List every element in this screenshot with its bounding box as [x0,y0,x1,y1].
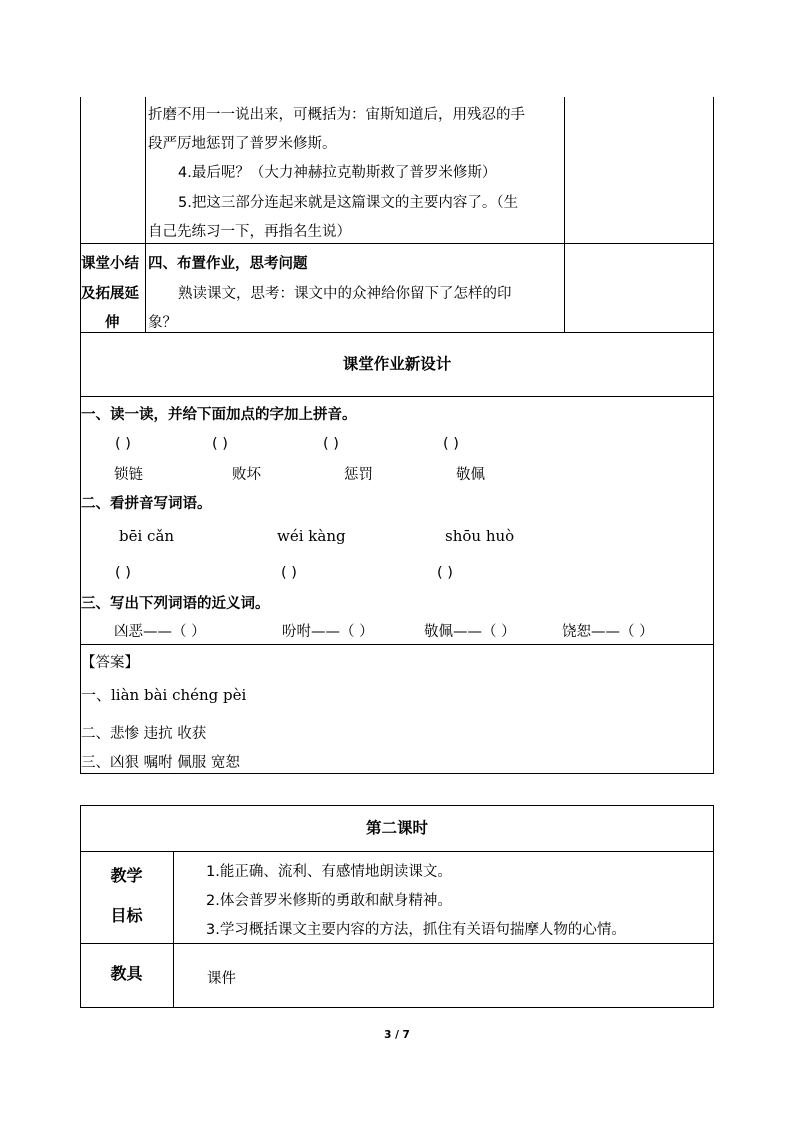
q3-item-2: 吩咐——（ ） [282,624,374,640]
tools-label: 教具 [110,964,143,983]
row1-line3: 4.最后呢？（大力神赫拉克勒斯救了普罗米修斯） [178,165,497,181]
homework-line2: 象？ [148,315,177,331]
q2-pinyin-1: bēi cǎn [119,527,175,545]
row1-line5: 自己先练习一下，再指名生说） [148,224,351,240]
summary-label-line2: 及拓展延 [81,286,139,302]
tools-value: 课件 [207,971,236,987]
q2-paren-1: ( ) [115,565,131,581]
goal-label-line1: 教学 [110,866,143,885]
q1-word-3: 惩罚 [344,467,373,483]
answers-label: 【答案】 [81,655,139,671]
answer-1: 一、liàn bài chéng pèi [81,686,247,704]
q1-paren-1: ( ) [115,436,131,452]
row1-line2: 段严厉地惩罚了普罗米修斯。 [148,136,337,152]
q1-paren-3: ( ) [323,436,339,452]
q2-title: 二、看拼音写词语。 [81,496,212,512]
q3-item-3: 敬佩——（ ） [424,624,516,640]
q2-paren-2: ( ) [281,565,297,581]
lesson-title: 第二课时 [365,819,428,837]
goal-item-2: 2.体会普罗米修斯的勇敢和献身精神。 [206,893,452,909]
q1-word-2: 败坏 [232,467,261,483]
summary-label-line1: 课堂小结 [81,256,139,272]
homework-heading: 四、布置作业，思考问题 [148,256,308,272]
homework-line1: 熟读课文，思考：课文中的众神给你留下了怎样的印 [178,286,512,302]
q3-item-1: 凶恶——（ ） [114,624,206,640]
q2-paren-3: ( ) [437,565,453,581]
row1-line4: 5.把这三部分连起来就是这篇课文的主要内容了。（生 [178,195,519,211]
answer-2: 二、悲惨 违抗 收获 [81,726,207,742]
summary-label-line3: 伸 [105,315,120,331]
goal-label-line2: 目标 [110,906,143,925]
goal-item-1: 1.能正确、流利、有感情地朗读课文。 [206,864,452,880]
section-title: 课堂作业新设计 [342,355,452,373]
q1-title: 一、读一读，并给下面加点的字加上拼音。 [81,407,357,423]
q2-pinyin-2: wéi kàng [277,527,346,545]
q2-pinyin-3: shōu huò [445,527,515,545]
q1-paren-4: ( ) [443,436,459,452]
q3-item-4: 饶恕——（ ） [562,624,654,640]
q1-word-1: 锁链 [114,467,143,483]
q3-title: 三、写出下列词语的近义词。 [81,596,270,612]
row1-line1: 折磨不用一一说出来，可概括为：宙斯知道后，用残忍的手 [148,107,525,123]
goal-item-3: 3.学习概括课文主要内容的方法，抓住有关语句揣摩人物的心情。 [206,922,626,938]
answer-3: 三、凶狠 嘱咐 佩服 宽恕 [81,755,240,771]
page-number: 3 / 7 [384,1029,410,1041]
q1-word-4: 敬佩 [456,467,485,483]
q1-paren-2: ( ) [212,436,228,452]
